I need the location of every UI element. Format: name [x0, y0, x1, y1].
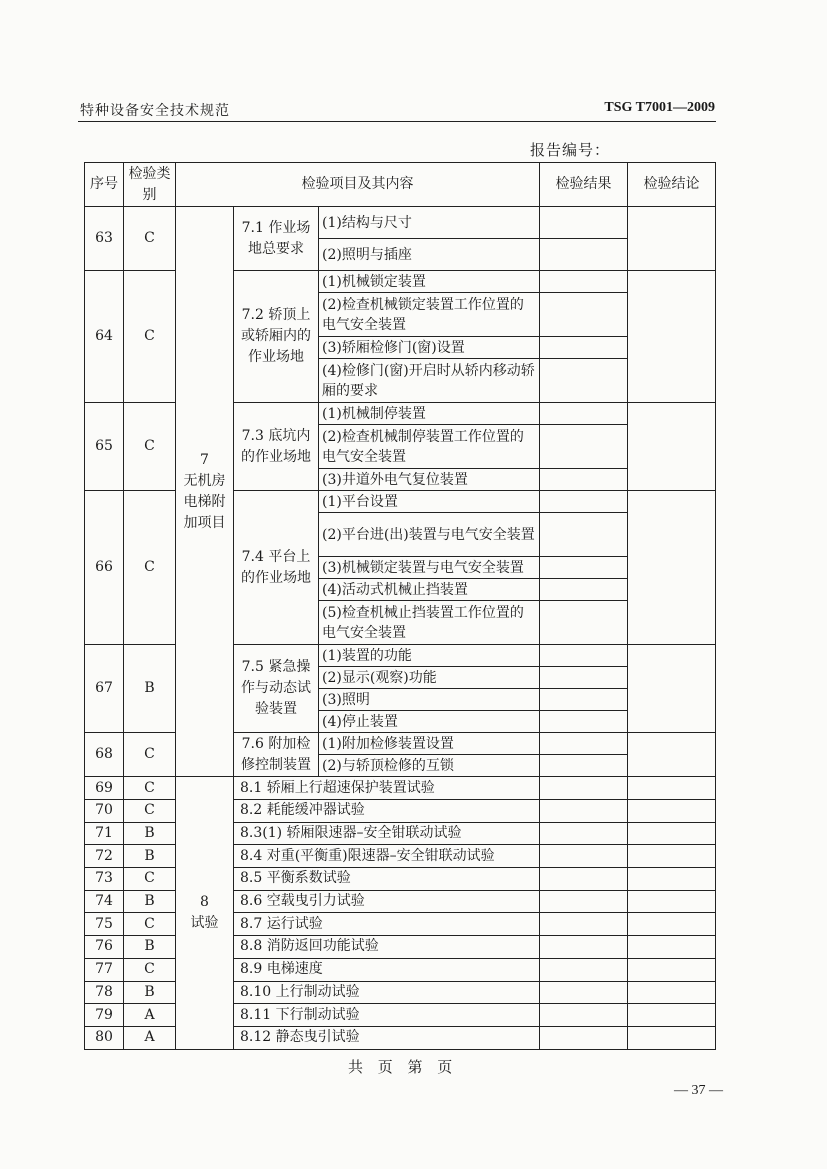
header-title: 特种设备安全技术规范 [80, 103, 230, 119]
result-cell[interactable] [540, 579, 628, 601]
result-cell[interactable] [540, 755, 628, 777]
item-title: 7.4 平台上的作业场地 [234, 491, 319, 645]
sub-item: (1)平台设置 [319, 491, 540, 513]
sub-item: (3)机械锁定装置与电气安全装置 [319, 557, 540, 579]
conclusion-cell[interactable] [628, 800, 716, 823]
row-number: 68 [85, 733, 124, 777]
conclusion-cell[interactable] [628, 958, 716, 981]
result-cell[interactable] [540, 403, 628, 425]
sub-item: (4)检修门(窗)开启时从轿内移动轿厢的要求 [319, 359, 540, 403]
result-cell[interactable] [540, 207, 628, 239]
col-header-result: 检验结果 [540, 163, 628, 207]
conclusion-cell[interactable] [628, 981, 716, 1004]
test-item: 8.10 上行制动试验 [234, 981, 540, 1004]
result-cell[interactable] [540, 800, 628, 823]
test-item: 8.9 电梯速度 [234, 958, 540, 981]
conclusion-cell[interactable] [628, 822, 716, 845]
result-cell[interactable] [540, 890, 628, 913]
result-cell[interactable] [540, 733, 628, 755]
row-category: B [124, 845, 176, 868]
row-number: 72 [85, 845, 124, 868]
section-8-label [176, 777, 234, 1050]
result-cell[interactable] [540, 469, 628, 491]
row-number: 77 [85, 958, 124, 981]
result-cell[interactable] [540, 777, 628, 800]
conclusion-cell[interactable] [628, 403, 716, 491]
header-standard-code: TSG T7001—2009 [604, 100, 715, 115]
result-cell[interactable] [540, 868, 628, 891]
row-category: B [124, 936, 176, 959]
conclusion-cell[interactable] [628, 733, 716, 777]
result-cell[interactable] [540, 667, 628, 689]
conclusion-cell[interactable] [628, 936, 716, 959]
row-category: C [124, 733, 176, 777]
item-title: 7.2 轿顶上或轿厢内的作业场地 [234, 271, 319, 403]
test-item: 8.11 下行制动试验 [234, 1004, 540, 1027]
row-category: C [124, 958, 176, 981]
row-category: C [124, 491, 176, 645]
conclusion-cell[interactable] [628, 845, 716, 868]
row-category: B [124, 890, 176, 913]
result-cell[interactable] [540, 271, 628, 293]
row-number: 80 [85, 1026, 124, 1049]
sub-item: (1)装置的功能 [319, 645, 540, 667]
row-category: B [124, 981, 176, 1004]
row-number: 66 [85, 491, 124, 645]
conclusion-cell[interactable] [628, 491, 716, 645]
test-item: 8.8 消防返回功能试验 [234, 936, 540, 959]
row-number: 76 [85, 936, 124, 959]
row-number: 74 [85, 890, 124, 913]
conclusion-cell[interactable] [628, 1026, 716, 1049]
item-title: 7.3 底坑内的作业场地 [234, 403, 319, 491]
result-cell[interactable] [540, 689, 628, 711]
row-number: 78 [85, 981, 124, 1004]
section-7-label [176, 207, 234, 777]
test-item: 8.12 静态曳引试验 [234, 1026, 540, 1049]
row-number: 67 [85, 645, 124, 733]
row-number: 75 [85, 913, 124, 936]
result-cell[interactable] [540, 293, 628, 337]
result-cell[interactable] [540, 645, 628, 667]
result-cell[interactable] [540, 958, 628, 981]
sub-item: (2)平台进(出)装置与电气安全装置 [319, 513, 540, 557]
result-cell[interactable] [540, 711, 628, 733]
table-row [85, 777, 716, 800]
conclusion-cell[interactable] [628, 645, 716, 733]
col-header-conclusion: 检验结论 [628, 163, 716, 207]
row-category: B [124, 822, 176, 845]
table-header-row [85, 163, 716, 207]
result-cell[interactable] [540, 337, 628, 359]
result-cell[interactable] [540, 845, 628, 868]
col-header-category: 检验类别 [124, 163, 176, 207]
row-category: C [124, 207, 176, 271]
conclusion-cell[interactable] [628, 890, 716, 913]
test-item: 8.3(1) 轿厢限速器–安全钳联动试验 [234, 822, 540, 845]
test-item: 8.4 对重(平衡重)限速器–安全钳联动试验 [234, 845, 540, 868]
result-cell[interactable] [540, 239, 628, 271]
row-number: 65 [85, 403, 124, 491]
test-item: 8.7 运行试验 [234, 913, 540, 936]
row-category: C [124, 800, 176, 823]
row-category: C [124, 271, 176, 403]
section-7-text: 无机房电梯附加项目 [183, 472, 226, 531]
item-title: 7.5 紧急操作与动态试验装置 [234, 645, 319, 733]
result-cell[interactable] [540, 425, 628, 469]
sub-item: (2)显示(观察)功能 [319, 667, 540, 689]
row-category: A [124, 1026, 176, 1049]
row-number: 69 [85, 777, 124, 800]
result-cell[interactable] [540, 936, 628, 959]
item-title: 7.1 作业场地总要求 [234, 207, 319, 271]
result-cell[interactable] [540, 1026, 628, 1049]
row-category: C [124, 913, 176, 936]
conclusion-cell[interactable] [628, 1004, 716, 1027]
result-cell[interactable] [540, 601, 628, 645]
result-cell[interactable] [540, 981, 628, 1004]
row-category: A [124, 1004, 176, 1027]
inspection-table [84, 162, 716, 1050]
test-item: 8.5 平衡系数试验 [234, 868, 540, 891]
row-number: 70 [85, 800, 124, 823]
result-cell[interactable] [540, 822, 628, 845]
row-number: 64 [85, 271, 124, 403]
sub-item: (3)轿厢检修门(窗)设置 [319, 337, 540, 359]
section-7-number: 7 [200, 451, 209, 468]
page-number: — 37 — [674, 1083, 723, 1098]
result-cell[interactable] [540, 557, 628, 579]
conclusion-cell[interactable] [628, 868, 716, 891]
result-cell[interactable] [540, 359, 628, 403]
sub-item: (2)检查机械锁定装置工作位置的电气安全装置 [319, 293, 540, 337]
section-8-number: 8 [200, 893, 209, 910]
sub-item: (4)活动式机械止挡装置 [319, 579, 540, 601]
row-number: 79 [85, 1004, 124, 1027]
sub-item: (1)附加检修装置设置 [319, 733, 540, 755]
result-cell[interactable] [540, 913, 628, 936]
row-number: 63 [85, 207, 124, 271]
sub-item: (5)检查机械止挡装置工作位置的电气安全装置 [319, 601, 540, 645]
table-row [85, 207, 716, 239]
conclusion-cell[interactable] [628, 207, 716, 271]
item-title: 7.6 附加检修控制装置 [234, 733, 319, 777]
sub-item: (3)井道外电气复位装置 [319, 469, 540, 491]
result-cell[interactable] [540, 513, 628, 557]
conclusion-cell[interactable] [628, 271, 716, 403]
report-number-label: 报告编号： [530, 141, 611, 159]
page-footer: 共 页 第 页 [348, 1058, 455, 1076]
row-category: C [124, 868, 176, 891]
result-cell[interactable] [540, 1004, 628, 1027]
conclusion-cell[interactable] [628, 913, 716, 936]
sub-item: (2)照明与插座 [319, 239, 540, 271]
test-item: 8.6 空载曳引力试验 [234, 890, 540, 913]
sub-item: (4)停止装置 [319, 711, 540, 733]
header-divider [78, 121, 716, 122]
row-number: 73 [85, 868, 124, 891]
sub-item: (1)机械锁定装置 [319, 271, 540, 293]
sub-item: (2)检查机械制停装置工作位置的电气安全装置 [319, 425, 540, 469]
sub-item: (2)与轿顶检修的互锁 [319, 755, 540, 777]
conclusion-cell[interactable] [628, 777, 716, 800]
section-8-text: 试验 [190, 914, 219, 931]
sub-item: (1)结构与尺寸 [319, 207, 540, 239]
sub-item: (3)照明 [319, 689, 540, 711]
row-category: C [124, 403, 176, 491]
row-category: B [124, 645, 176, 733]
test-item: 8.1 轿厢上行超速保护装置试验 [234, 777, 540, 800]
test-item: 8.2 耗能缓冲器试验 [234, 800, 540, 823]
sub-item: (1)机械制停装置 [319, 403, 540, 425]
col-header-items: 检验项目及其内容 [176, 163, 540, 207]
row-number: 71 [85, 822, 124, 845]
col-header-no: 序号 [85, 163, 124, 207]
result-cell[interactable] [540, 491, 628, 513]
row-category: C [124, 777, 176, 800]
